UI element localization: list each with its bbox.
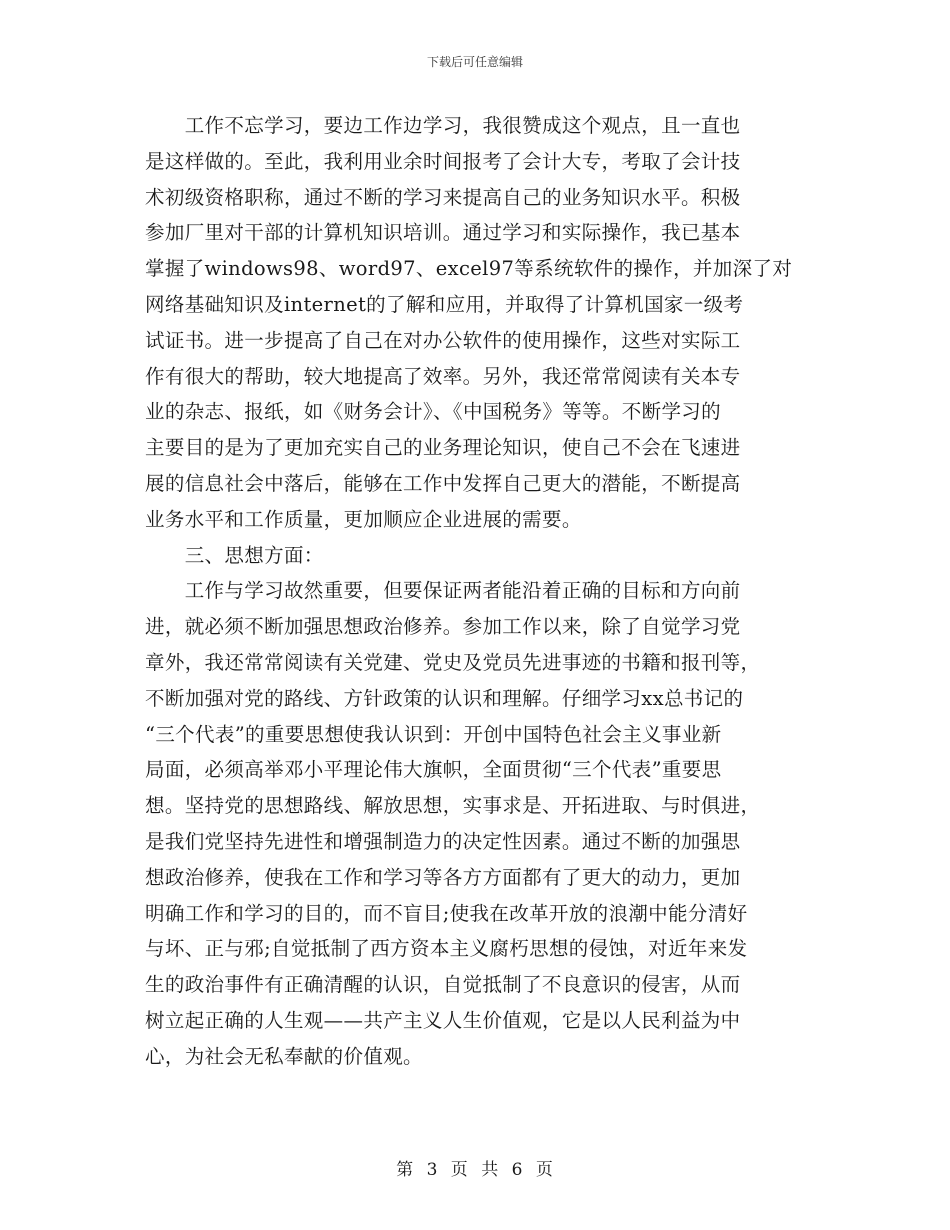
text-line: 展的信息社会中落后，能够在工作中发挥自己更大的潜能，不断提高 — [145, 471, 741, 495]
text-line: 局面，必须高举邓小平理论伟大旗帜，全面贯彻“三个代表”重要思 — [145, 758, 722, 782]
text-line: 章外，我还常常阅读有关党建、党史及党员先进事迹的书籍和报刊等， — [145, 650, 761, 674]
text-line: 心，为社会无私奉献的价值观。 — [145, 1044, 423, 1068]
text-line: 与坏、正与邪;自觉抵制了西方资本主义腐朽思想的侵蚀，对近年来发 — [145, 937, 748, 961]
text-line: 主要目的是为了更加充实自己的业务理论知识，使自己不会在飞速进 — [145, 436, 741, 460]
text-line: 参加厂里对干部的计算机知识培训。通过学习和实际操作，我已基本 — [145, 221, 741, 245]
text-line: 是我们党坚持先进性和增强制造力的决定性因素。通过不断的加强思 — [145, 829, 741, 853]
text-line: 树立起正确的人生观——共产主义人生价值观，它是以人民利益为中 — [145, 1008, 741, 1032]
text-line: 不断加强对党的路线、方针政策的认识和理解。仔细学习xx总书记的 — [145, 686, 744, 710]
text-line: 明确工作和学习的目的，而不盲目;使我在改革开放的浪潮中能分清好 — [145, 901, 748, 925]
text-line: 试证书。进一步提高了自己在对办公软件的使用操作，这些对实际工 — [145, 328, 741, 352]
section-heading: 三、思想方面： — [145, 543, 324, 567]
text-line: 想政治修养，使我在工作和学习等各方方面都有了更大的动力，更加 — [145, 865, 741, 889]
text-line: 术初级资格职称，通过不断的学习来提高自己的业务知识水平。积极 — [145, 185, 741, 209]
text-line: 生的政治事件有正确清醒的认识，自觉抵制了不良意识的侵害，从而 — [145, 973, 741, 997]
text-line: 掌握了windows98、word97、excel97等系统软件的操作，并加深了对 — [145, 257, 793, 281]
page-number: 第 3 页 共 6 页 — [396, 1160, 554, 1180]
text-line: 业务水平和工作质量，更加顺应企业进展的需要。 — [145, 507, 582, 531]
text-line: 作有很大的帮助，较大地提高了效率。另外，我还常常阅读有关本专 — [145, 364, 741, 388]
page-header: 下载后可任意编辑 — [426, 55, 523, 69]
text-line: 业的杂志、报纸，如《财务会计》、《中国税务》等等。不断学习的 — [145, 400, 722, 424]
text-line: 想。坚持党的思想路线、解放思想，实事求是、开拓进取、与时俱进， — [145, 794, 761, 818]
text-line: 网络基础知识及internet的了解和应用，并取得了计算机国家一级考 — [145, 292, 744, 316]
text-line: 进，就必须不断加强思想政治修养。参加工作以来，除了自觉学习党 — [145, 615, 741, 639]
document-body — [145, 108, 805, 1075]
text-line: 工作与学习故然重要，但要保证两者能沿着正确的目标和方向前 — [145, 579, 741, 603]
text-line: “三个代表”的重要思想使我认识到：开创中国特色社会主义事业新 — [145, 722, 722, 746]
text-line: 工作不忘学习，要边工作边学习，我很赞成这个观点，且一直也 — [145, 114, 741, 137]
text-line: 是这样做的。至此，我利用业余时间报考了会计大专，考取了会计技 — [145, 149, 741, 173]
